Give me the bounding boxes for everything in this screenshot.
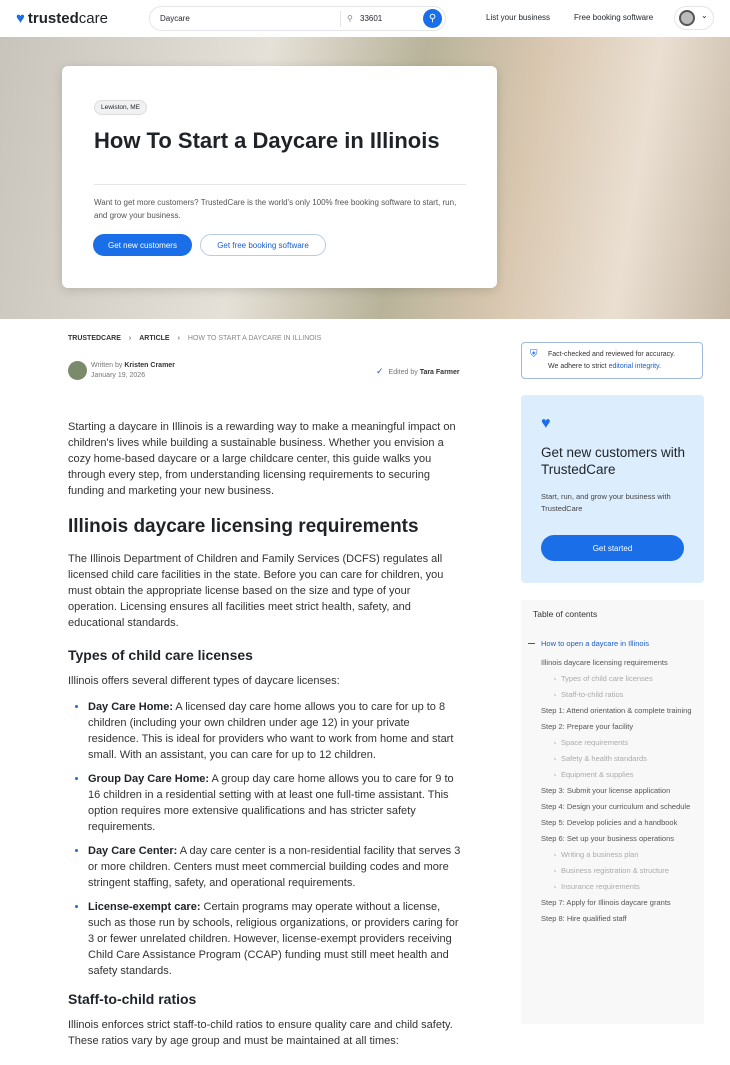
page-title: How To Start a Daycare in Illinois [94, 128, 440, 153]
toc-item[interactable]: Business registration & structure [521, 865, 704, 876]
promo-title: Get new customers with TrustedCare [541, 445, 686, 477]
toc-item[interactable]: How to open a daycare in Illinois [521, 638, 704, 649]
get-started-button[interactable]: Get started [541, 535, 684, 561]
article-body [68, 419, 462, 1065]
toc-item[interactable]: Equipment & supplies [521, 769, 704, 780]
breadcrumb-current: HOW TO START A DAYCARE IN ILLINOIS [187, 335, 322, 342]
edited-by-label: Edited by [388, 369, 418, 376]
editor-name[interactable]: Tara Farmer [419, 369, 460, 376]
logo-text-light: care [78, 10, 108, 27]
toc-item[interactable]: Safety & health standards [521, 753, 704, 764]
editor-byline [376, 366, 460, 377]
author-avatar [68, 361, 87, 380]
paragraph: Illinois offers several different types of daycare licenses: [68, 675, 340, 687]
toc-item[interactable]: Step 6: Set up your business operations [541, 834, 675, 843]
license-list [68, 699, 462, 979]
section-heading: Illinois daycare licensing requirements [68, 516, 419, 537]
breadcrumb-article[interactable]: ARTICLE [139, 335, 170, 342]
promo-card [521, 395, 704, 583]
fact-line1: Fact-checked and reviewed for accuracy. [548, 351, 676, 358]
location-pill: Lewiston, ME [94, 100, 147, 115]
search-button[interactable] [423, 9, 442, 28]
written-by-label: Written by [91, 362, 123, 369]
chevron-down-icon: ⌄ [701, 11, 708, 20]
intro-paragraph: Starting a daycare in Illinois is a rewarding way to make a meaningful impact on children's lives while building a sustainable business. Whether you envision a cozy home-based daycare or a large childcare center, this guide walks you through every step, from understanding licensing requirements to securing funding and marketing your new business. [68, 421, 456, 497]
fact-check-box [521, 342, 703, 379]
list-item [88, 699, 462, 763]
search-input[interactable]: Daycare [160, 14, 190, 23]
publish-date: January 19, 2026 [91, 372, 146, 379]
desc: A licensed day care home allows you to care for up to 8 children (including your own children under age 12) in your private residence. This is ideal for providers who want to work from home and start small. With an assistant, you can care for up to 12 children. [88, 701, 454, 761]
nav-free-booking[interactable]: Free booking software [574, 13, 654, 22]
toc-item[interactable]: Illinois daycare licensing requirements [541, 658, 668, 667]
toc-item[interactable]: Step 8: Hire qualified staff [541, 914, 627, 923]
toc-item[interactable]: Step 7: Apply for Illinois daycare grants [541, 898, 671, 907]
term: Day Care Home: [88, 701, 173, 713]
desc: A day care center is a non-residential facility that serves 3 or more children. Centers must meet commercial building codes and more stringent staffing, safety, and operational requirements. [88, 845, 461, 889]
term: Group Day Care Home: [88, 773, 210, 785]
location-pin-icon: ⚲ [347, 14, 353, 23]
term: Day Care Center: [88, 845, 178, 857]
logo-text: trusted [27, 10, 79, 27]
toc-item[interactable]: Step 2: Prepare your facility [541, 722, 634, 731]
avatar-icon [679, 10, 695, 26]
term: License-exempt care: [88, 901, 201, 913]
toc-item[interactable]: Types of child care licenses [521, 673, 704, 684]
list-item [88, 843, 462, 891]
shield-check-icon: ⛨ [530, 349, 538, 360]
account-menu[interactable] [674, 6, 714, 30]
top-nav [0, 0, 730, 37]
toc-item[interactable]: Writing a business plan [521, 849, 704, 860]
fact-end: . [659, 363, 661, 370]
location-input[interactable]: 33601 [360, 14, 383, 23]
paragraph: The Illinois Department of Children and Family Services (DCFS) regulates all licensed child care facilities in the state. Before you can care for children, you must obtain the appropriate license based on the size and type of your operation. Licensing ensures all facilities meet strict health, safety, and educational standards. [68, 553, 444, 629]
hero-text: Want to get more customers? TrustedCare is the world's only 100% free booking software to start, run, and grow your business. [94, 198, 457, 220]
heart-icon: ♥ [541, 415, 551, 432]
logo[interactable] [16, 10, 108, 27]
author-name[interactable]: Kristen Cramer [124, 362, 175, 369]
heart-icon: ♥ [16, 10, 25, 27]
nav-list-business[interactable]: List your business [486, 13, 551, 22]
subsection-heading: Staff-to-child ratios [68, 991, 197, 1007]
table-of-contents [521, 600, 704, 1024]
toc-list [521, 638, 704, 929]
toc-title: Table of contents [533, 609, 598, 619]
toc-item[interactable]: Insurance requirements [521, 881, 704, 892]
toc-item[interactable]: Step 5: Develop policies and a handbook [541, 818, 678, 827]
paragraph: Illinois enforces strict staff-to-child ratios to ensure quality care and child safety. These ratios vary by age group and must be maintained at all times: [68, 1019, 453, 1047]
desc: Certain programs may operate without a license, such as those run by schools, religious organizations, or providers caring for 3 or fewer unrelated children. However, license-exempt providers receiving Child Care Assistance Program (CCAP) funding must still meet health and safety standards. [88, 901, 459, 977]
editorial-integrity-link[interactable]: editorial integrity [608, 363, 660, 370]
divider [340, 11, 341, 27]
desc: A group day care home allows you to care for 9 to 16 children in a residential setting with at least one full-time assistant. This option requires more extensive qualifications and has stricter safety requirements. [88, 773, 454, 833]
breadcrumb-home[interactable]: TRUSTEDCARE [68, 335, 121, 342]
subsection-heading: Types of child care licenses [68, 647, 253, 663]
get-new-customers-button[interactable]: Get new customers [93, 234, 192, 256]
get-booking-software-button[interactable]: Get free booking software [200, 234, 326, 256]
check-icon: ✓ [376, 366, 384, 376]
toc-item[interactable]: Staff-to-child ratios [521, 689, 704, 700]
toc-item[interactable]: Step 3: Submit your license application [541, 786, 671, 795]
promo-text: Start, run, and grow your business with TrustedCare [541, 492, 671, 513]
breadcrumb [68, 335, 321, 342]
toc-item[interactable]: Step 1: Attend orientation & complete training [541, 706, 692, 715]
hero-card [62, 66, 497, 288]
toc-item[interactable]: Step 4: Design your curriculum and schedule [541, 802, 691, 811]
chevron-right-icon: › [128, 335, 132, 342]
search-bar [149, 6, 446, 31]
fact-line2: We adhere to strict [548, 363, 607, 370]
chevron-right-icon: › [177, 335, 180, 342]
search-icon: ⚲ [428, 13, 437, 24]
divider [94, 184, 466, 185]
list-item [88, 771, 462, 835]
list-item [88, 899, 462, 979]
toc-item[interactable]: Space requirements [521, 737, 704, 748]
